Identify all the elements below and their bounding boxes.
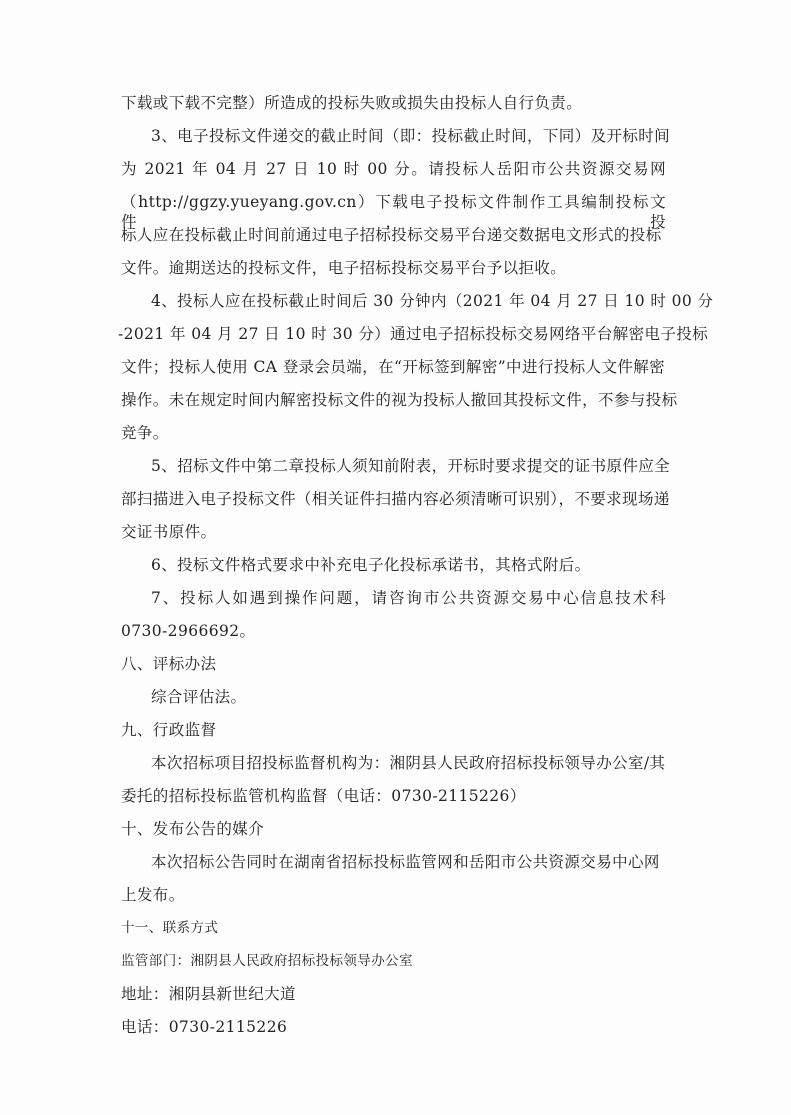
paragraph-line: 交证书原件。 — [121, 523, 217, 541]
section-heading: 八、评标办法 — [121, 655, 217, 673]
phone-line: 0730-2966692。 — [121, 622, 256, 640]
paragraph-line: 本次招标公告同时在湖南省招标投标监管网和岳阳市公共资源交易中心网 — [151, 853, 660, 871]
paragraph-line: 部扫描进入电子投标文件（相关证件扫描内容必须清晰可识别），不要求现场递 — [121, 490, 670, 508]
paragraph-line: 本次招标项目招投标监督机构为：湘阴县人民政府招标投标领导办公室/其 — [151, 754, 666, 772]
contact-line: 地址：湘阴县新世纪大道 — [121, 985, 296, 1003]
paragraph-line: 综合评估法。 — [151, 688, 247, 706]
section-heading: 十、发布公告的媒介 — [121, 820, 265, 838]
paragraph-line: 竞争。 — [121, 424, 169, 442]
paragraph-line: -2021 年 04 月 27 日 10 时 30 分）通过电子招标投标交易网络平台解密电子投标 — [118, 325, 709, 343]
paragraph-line: 操作。未在规定时间内解密投标文件的视为投标人撤回其投标文件，不参与投标 — [121, 391, 678, 409]
paragraph-line: 3、电子投标文件递交的截止时间（即：投标截止时间，下同）及开标时间 — [151, 127, 671, 145]
contact-line: 监管部门：湘阴县人民政府招标投标领导办公室 — [121, 953, 413, 969]
paragraph-line: 5、招标文件中第二章投标人须知前附表，开标时要求提交的证书原件应全 — [151, 457, 671, 475]
section-heading: 九、行政监督 — [121, 721, 217, 739]
paragraph-line: 文件。逾期送达的投标文件，电子招标投标交易平台予以拒收。 — [121, 259, 567, 277]
paragraph-line: 委托的招标投标监管机构监督（电话：0730-2115226） — [121, 787, 526, 805]
paragraph-line: 6、投标文件格式要求中补充电子化投标承诺书，其格式附后。 — [151, 556, 591, 574]
paragraph-line: 文件；投标人使用 CA 登录会员端，在“开标签到解密”中进行投标人文件解密 — [121, 358, 666, 376]
contact-line: 电话：0730-2115226 — [121, 1018, 288, 1036]
paragraph-line: 标人应在投标截止时间前通过电子招标投标交易平台递交数据电文形式的投标 — [121, 226, 662, 244]
paragraph-line: （http://ggzy.yueyang.gov.cn）下载电子投标文件制作工具编制投标文件，投 — [121, 193, 666, 231]
paragraph-line: 7、投标人如遇到操作问题，请咨询市公共资源交易中心信息技术科 — [151, 589, 666, 607]
paragraph-line: 4、投标人应在投标截止时间后 30 分钟内（2021 年 04 月 27 日 10 时 00 分 — [151, 292, 714, 310]
section-heading: 十一、联系方式 — [121, 920, 219, 936]
paragraph-line: 下载或下载不完整）所造成的投标失败或损失由投标人自行负责。 — [121, 94, 583, 112]
paragraph-line: 上发布。 — [121, 886, 185, 904]
paragraph-line: 为 2021 年 04 月 27 日 10 时 00 分。请投标人岳阳市公共资源交易网 — [121, 160, 666, 178]
